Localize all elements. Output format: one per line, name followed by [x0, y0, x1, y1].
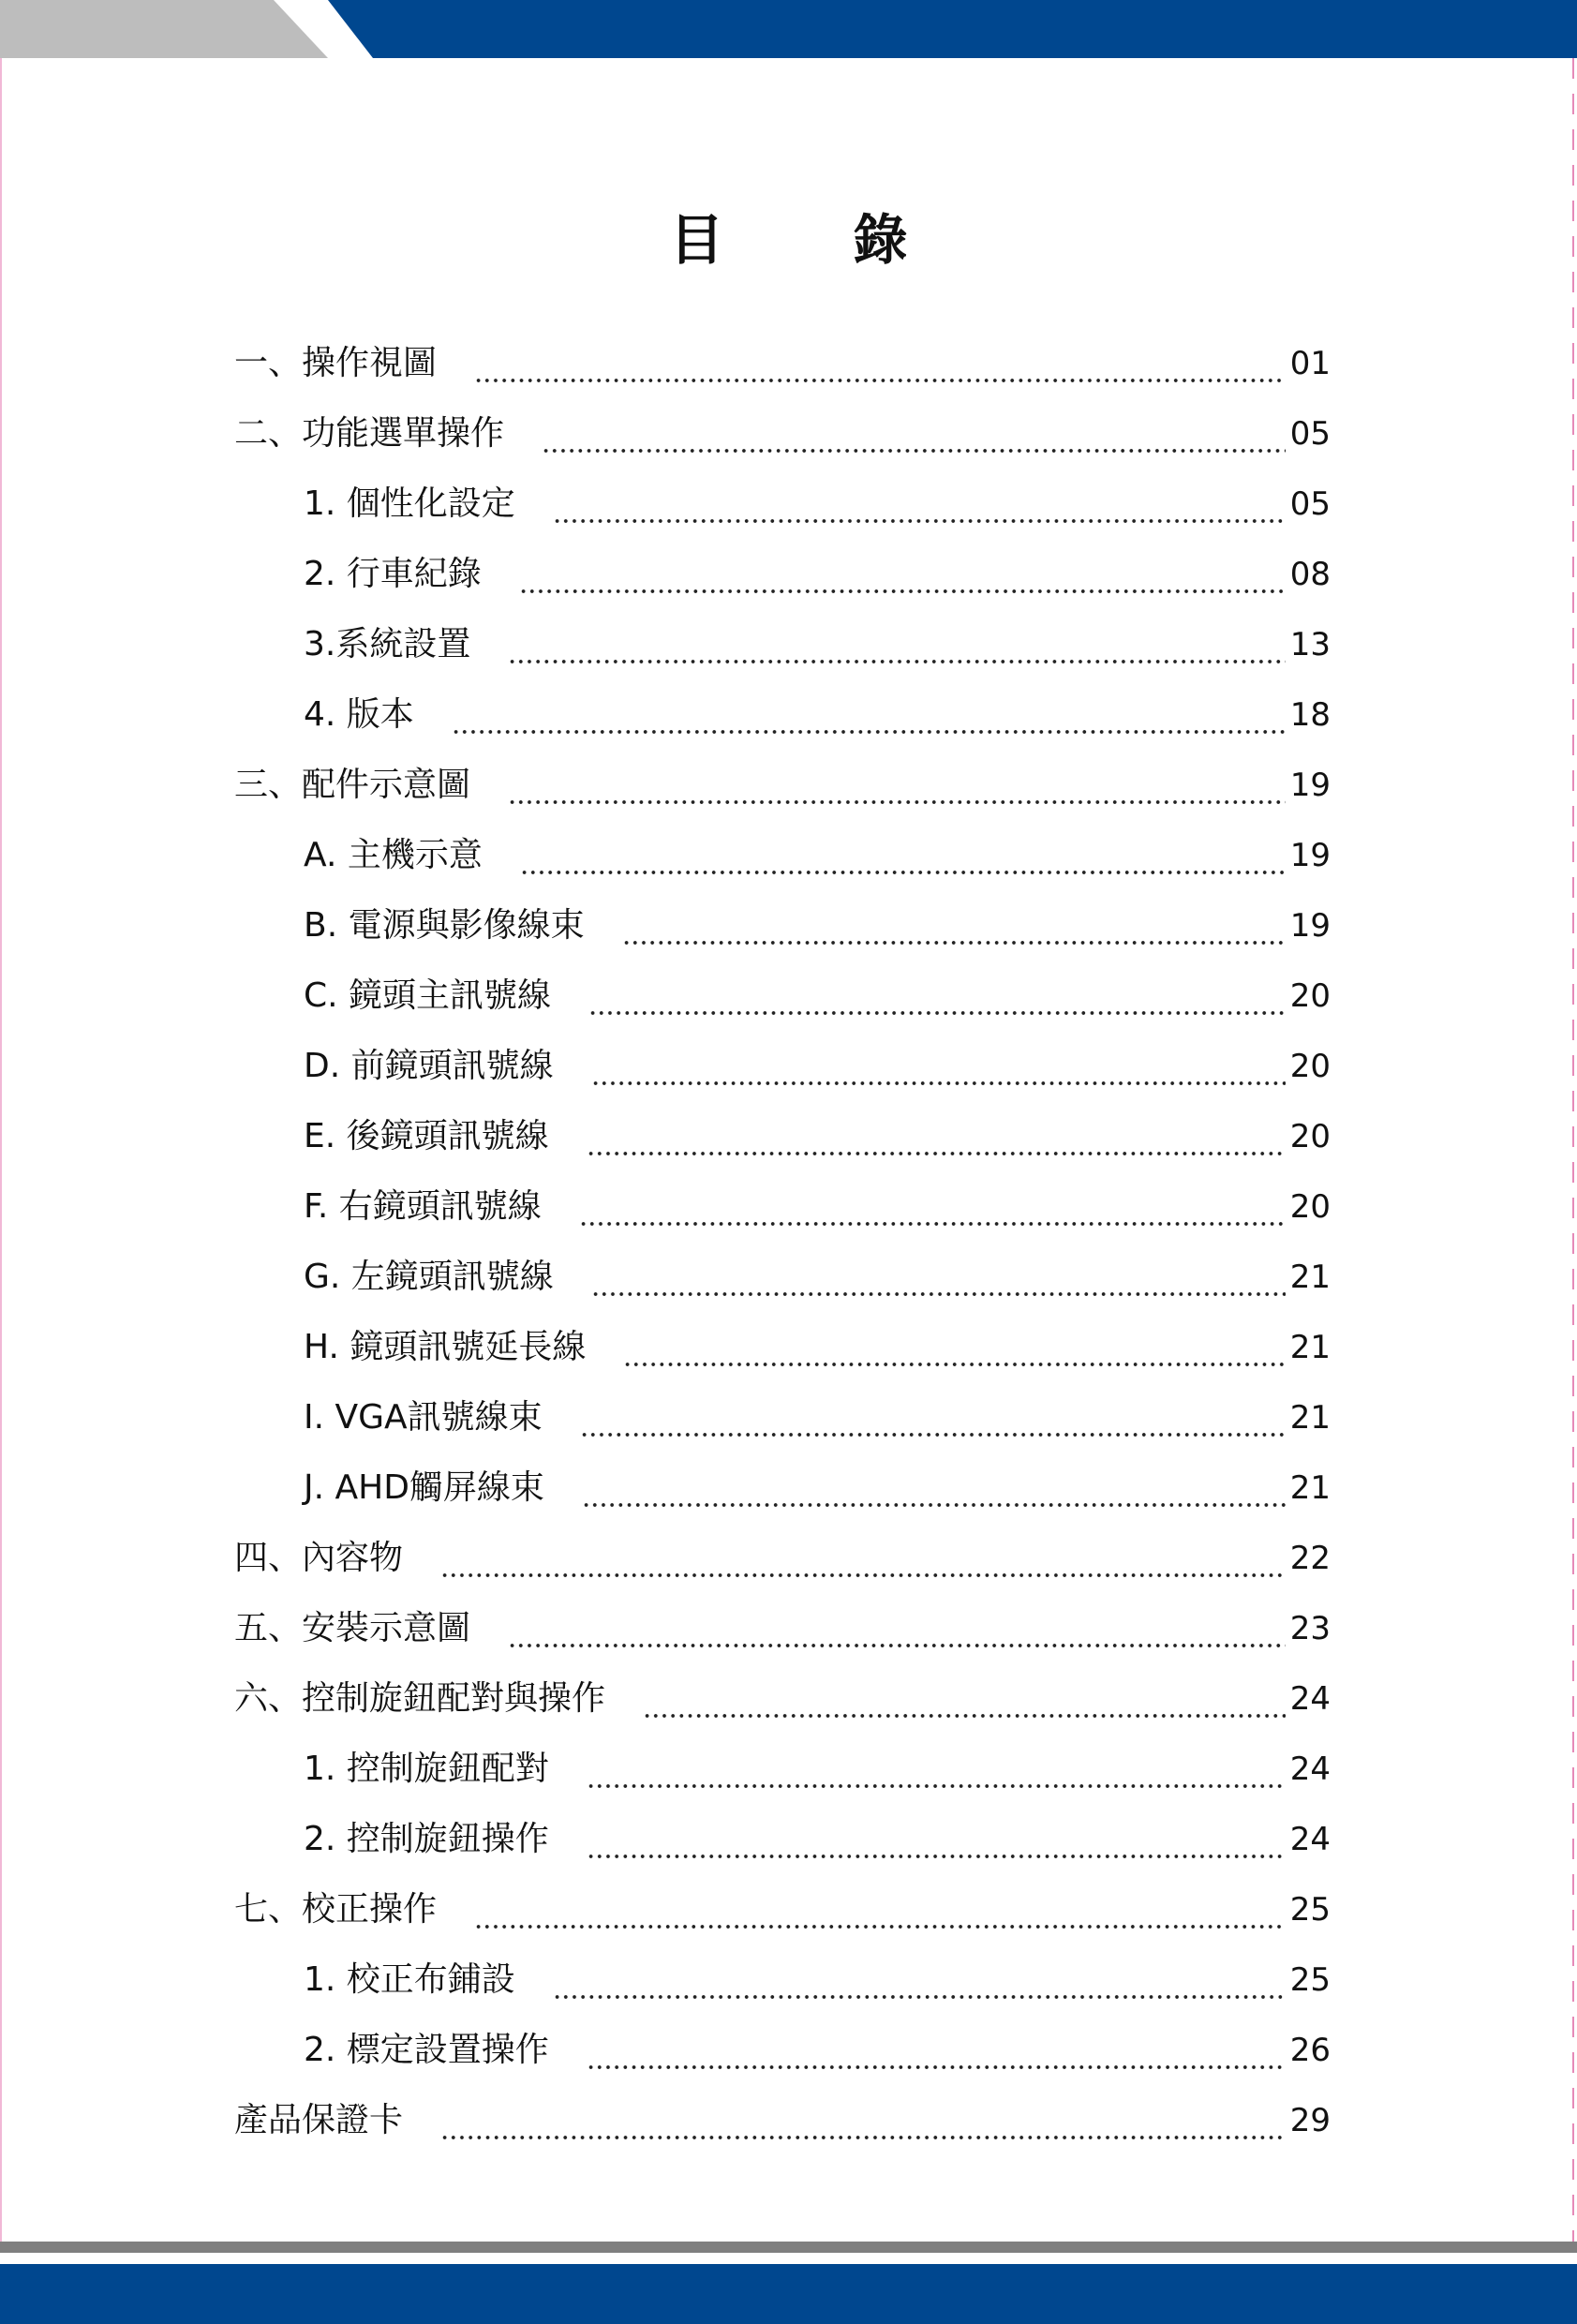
toc-dot-leader — [587, 1855, 1286, 1858]
toc-entry-label: G. 左鏡頭訊號線 — [304, 1258, 554, 1296]
toc-dot-leader — [452, 730, 1286, 734]
toc-entry-page-number: 05 — [1289, 485, 1331, 523]
toc-entry[interactable] — [234, 342, 1331, 412]
right-trim-line — [1572, 58, 1574, 2242]
toc-dot-leader — [587, 1784, 1286, 1788]
toc-entry-label: H. 鏡頭訊號延長線 — [304, 1328, 587, 1366]
toc-entry-page-number: 24 — [1289, 1680, 1331, 1718]
toc-entry[interactable] — [234, 1185, 1331, 1256]
toc-entry[interactable] — [234, 1818, 1331, 1888]
toc-entry-page-number: 22 — [1289, 1540, 1331, 1577]
toc-entry[interactable] — [234, 483, 1331, 553]
page-title: 目 錄 — [669, 207, 945, 272]
toc-entry-label: 1. 控制旋鈕配對 — [304, 1750, 549, 1788]
footer-gray-rule — [0, 2242, 1577, 2253]
toc-dot-leader — [587, 2065, 1286, 2069]
toc-dot-leader — [623, 1363, 1286, 1366]
toc-entry-page-number: 18 — [1289, 696, 1331, 734]
toc-entry[interactable] — [234, 1537, 1331, 1607]
toc-entry[interactable] — [234, 764, 1331, 834]
toc-entry[interactable] — [234, 1326, 1331, 1396]
toc-entry-label: 2. 標定設置操作 — [304, 2031, 549, 2069]
toc-dot-leader — [474, 1925, 1286, 1929]
toc-dot-leader — [588, 1011, 1286, 1015]
toc-entry-page-number: 20 — [1289, 977, 1331, 1015]
toc-dot-leader — [579, 1222, 1286, 1226]
left-trim-line — [0, 58, 2, 2242]
toc-entry-page-number: 24 — [1289, 1821, 1331, 1858]
toc-dot-leader — [520, 871, 1286, 874]
toc-dot-leader — [440, 1573, 1286, 1577]
toc-entry-page-number: 20 — [1289, 1188, 1331, 1226]
toc-entry-label: 1. 個性化設定 — [304, 484, 515, 523]
toc-entry-page-number: 26 — [1289, 2032, 1331, 2069]
toc-dot-leader — [622, 941, 1286, 945]
toc-entry[interactable] — [234, 2029, 1331, 2099]
toc-entry[interactable] — [234, 2099, 1331, 2169]
toc-entry-label: 4. 版本 — [304, 695, 414, 734]
toc-entry[interactable] — [234, 904, 1331, 975]
toc-entry-page-number: 01 — [1289, 345, 1331, 382]
toc-entry-page-number: 21 — [1289, 1329, 1331, 1366]
toc-dot-leader — [508, 1644, 1286, 1647]
toc-entry-page-number: 13 — [1289, 626, 1331, 663]
toc-dot-leader — [542, 449, 1286, 453]
toc-entry-page-number: 24 — [1289, 1750, 1331, 1788]
footer-band — [0, 2264, 1577, 2324]
toc-entry[interactable] — [234, 693, 1331, 764]
toc-dot-leader — [553, 1995, 1286, 1999]
toc-entry-page-number: 21 — [1289, 1259, 1331, 1296]
toc-entry-page-number: 20 — [1289, 1118, 1331, 1155]
toc-entry[interactable] — [234, 1396, 1331, 1467]
toc-entry-label: 3.系統設置 — [304, 625, 471, 663]
toc-entry-page-number: 25 — [1289, 1961, 1331, 1999]
toc-entry-label: E. 後鏡頭訊號線 — [304, 1117, 549, 1155]
table-of-contents — [234, 342, 1331, 2169]
toc-entry-label: 產品保證卡 — [234, 2101, 404, 2139]
toc-entry-label: D. 前鏡頭訊號線 — [304, 1047, 554, 1085]
toc-dot-leader — [508, 800, 1286, 804]
toc-entry-page-number: 08 — [1289, 556, 1331, 593]
toc-entry-page-number: 23 — [1289, 1610, 1331, 1647]
toc-entry-label: I. VGA訊號線束 — [304, 1398, 543, 1437]
toc-entry-page-number: 25 — [1289, 1891, 1331, 1929]
toc-entry[interactable] — [234, 623, 1331, 693]
toc-dot-leader — [553, 519, 1286, 523]
toc-entry[interactable] — [234, 834, 1331, 904]
toc-dot-leader — [582, 1503, 1286, 1507]
toc-entry[interactable] — [234, 553, 1331, 623]
toc-entry[interactable] — [234, 1748, 1331, 1818]
toc-entry[interactable] — [234, 1888, 1331, 1959]
toc-dot-leader — [580, 1433, 1286, 1437]
toc-entry-label: 二、功能選單操作 — [234, 414, 505, 453]
toc-dot-leader — [587, 1152, 1286, 1155]
toc-dot-leader — [474, 379, 1286, 382]
toc-entry[interactable] — [234, 412, 1331, 483]
toc-entry[interactable] — [234, 1256, 1331, 1326]
toc-entry-label: 七、校正操作 — [234, 1890, 438, 1929]
toc-entry-label: 五、安裝示意圖 — [234, 1609, 471, 1647]
header-band — [0, 0, 1577, 58]
toc-entry-label: 1. 校正布鋪設 — [304, 1960, 515, 1999]
toc-entry-label: J. AHD觸屏線束 — [304, 1468, 544, 1507]
toc-entry-label: A. 主機示意 — [304, 836, 483, 874]
toc-dot-leader — [591, 1292, 1286, 1296]
toc-entry-page-number: 05 — [1289, 415, 1331, 453]
header-band-shapes — [0, 0, 1577, 58]
toc-entry-page-number: 19 — [1289, 907, 1331, 945]
header-gray-tab — [0, 0, 328, 58]
header-blue-bar — [328, 0, 1577, 58]
toc-entry-label: 2. 控制旋鈕操作 — [304, 1820, 549, 1858]
toc-entry-label: C. 鏡頭主訊號線 — [304, 976, 552, 1015]
toc-entry[interactable] — [234, 1467, 1331, 1537]
toc-entry-label: B. 電源與影像線束 — [304, 906, 585, 945]
toc-entry[interactable] — [234, 1115, 1331, 1185]
toc-entry[interactable] — [234, 1045, 1331, 1115]
toc-entry-label: 2. 行車紀錄 — [304, 555, 482, 593]
toc-dot-leader — [440, 2136, 1286, 2139]
toc-dot-leader — [643, 1714, 1286, 1718]
toc-entry-label: 三、配件示意圖 — [234, 766, 471, 804]
toc-entry[interactable] — [234, 1607, 1331, 1677]
toc-entry-label: 六、控制旋鈕配對與操作 — [234, 1679, 606, 1718]
toc-entry-label: F. 右鏡頭訊號線 — [304, 1187, 542, 1226]
toc-dot-leader — [591, 1081, 1286, 1085]
toc-entry[interactable] — [234, 1677, 1331, 1748]
toc-dot-leader — [508, 660, 1286, 663]
toc-dot-leader — [519, 589, 1286, 593]
toc-entry-page-number: 19 — [1289, 837, 1331, 874]
toc-entry-page-number: 29 — [1289, 2102, 1331, 2139]
toc-entry-label: 四、內容物 — [234, 1539, 404, 1577]
toc-entry[interactable] — [234, 975, 1331, 1045]
toc-entry-label: 一、操作視圖 — [234, 344, 438, 382]
toc-entry[interactable] — [234, 1959, 1331, 2029]
toc-entry-page-number: 19 — [1289, 767, 1331, 804]
toc-entry-page-number: 20 — [1289, 1048, 1331, 1085]
toc-entry-page-number: 21 — [1289, 1469, 1331, 1507]
toc-entry-page-number: 21 — [1289, 1399, 1331, 1437]
